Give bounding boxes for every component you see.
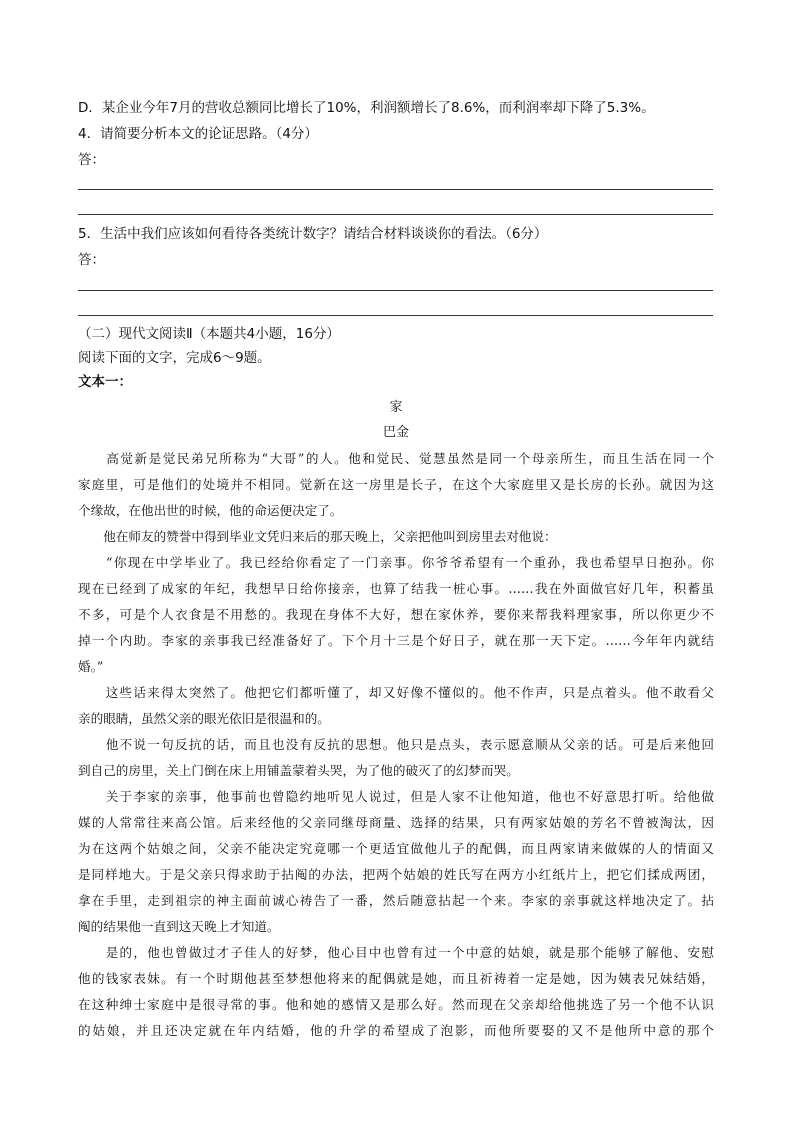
story-line: 为在这两个姑娘之间，父亲不能决定究竟哪一个更适宜做他儿子的配偶，而且两家请来做媒的人的情面又 [78,841,714,856]
story-line: 不多，可是个人衣食是不用愁的。我现在身体不大好，想在家休养，要你来帮我料理家事，所以你更少不 [78,607,714,622]
text-label: 文本一： [78,374,132,390]
story-line: 阄的结果他一直到这天晚上才知道。 [78,919,280,934]
story-line: 他不说一句反抗的话，而且也没有反抗的思想。他只是点头，表示愿意顺从父亲的话。可是后来他回 [78,737,714,752]
story-body [78,446,714,1044]
option-d: D．某企业今年7月的营收总额同比增长了10%，利润额增长了8.6%，而利润率却下降了5.3%。 [78,100,655,116]
story-line: 亲的眼睛，虽然父亲的眼光依旧是很温和的。 [78,711,330,726]
story-title: 家 [389,400,403,415]
story-line: “你现在中学毕业了。我已经给你看定了一门亲事。你爷爷希望有一个重孙，我也希望早日抱孙。你 [78,555,714,570]
answer-line [78,290,713,291]
story-line: 媒的人常常往来高公馆。后来经他的父亲同继母商量、选择的结果，只有两家姑娘的芳名不曾被淘汰，因 [78,815,714,830]
story-line: 在这种绅士家庭中是很寻常的事。他和她的感情又是那么好。然而现在父亲却给他挑选了另一个他不认识 [78,997,714,1012]
story-line: 到自己的房里，关上门倒在床上用铺盖蒙着头哭，为了他的破灭了的幻梦而哭。 [78,763,519,778]
story-line: 拿在手里，走到祖宗的神主面前诚心祷告了一番，然后随意拈起一个来。李家的亲事就这样地决定了。拈 [78,893,714,908]
section-heading: （二）现代文阅读Ⅱ（本题共4小题，16分） [78,326,340,342]
story-line: 是同样地大。于是父亲只得求助于拈阄的办法，把两个姑娘的姓氏写在两方小红纸片上，把它们揉成两团， [78,867,714,882]
story-author: 巴金 [382,425,409,440]
question-4: 4．请简要分析本文的论证思路。（4分） [78,126,318,142]
story-line: 是的，他也曾做过才子佳人的好梦，他心目中也曾有过一个中意的姑娘，就是那个能够了解他、安慰 [78,945,714,960]
answer-label-5: 答： [78,252,105,268]
story-line: 高觉新是觉民弟兄所称为“大哥”的人。他和觉民、觉慧虽然是同一个母亲所生，而且生活在同一个 [78,451,714,466]
story-line: 这些话来得太突然了。他把它们都听懂了，却又好像不懂似的。他不作声，只是点着头。他不敢看父 [78,685,714,700]
story-line: 关于李家的亲事，他事前也曾隐约地听见人说过，但是人家不让他知道，他也不好意思打听。给他做 [78,789,714,804]
story-line: 他在师友的赞誉中得到毕业文凭归来后的那天晚上，父亲把他叫到房里去对他说： [78,529,557,544]
section-instruction: 阅读下面的文字，完成6～9题。 [78,350,271,366]
story-line: 掉一个内助。李家的亲事我已经准备好了。下个月十三是个好日子，就在那一天下定。……今年年内就结 [78,633,714,648]
answer-label-4: 答： [78,152,105,168]
story-line: 个缘故，在他出世的时候，他的命运便决定了。 [78,503,343,518]
answer-line [78,214,713,215]
answer-line [78,315,713,316]
story-line: 的姑娘，并且还决定就在年内结婚，他的升学的希望成了泡影，而他所要娶的又不是他所中意的那个 [78,1023,714,1038]
question-5: 5．生活中我们应该如何看待各类统计数字？请结合材料谈谈你的看法。（6分） [78,226,548,242]
story-line: 现在已经到了成家的年纪，我想早日给你接亲，也算了结我一桩心事。……我在外面做官好几年，积蓄虽 [78,581,714,596]
answer-line [78,189,713,190]
story-line: 婚。” [78,659,104,674]
story-line: 他的钱家表妹。有一个时期他甚至梦想他将来的配偶就是她，而且祈祷着一定是她，因为姨表兄妹结婚， [78,971,714,986]
story-line: 家庭里，可是他们的处境并不相同。觉新在这一房里是长子，在这个大家庭里又是长房的长孙。就因为这 [78,477,714,492]
